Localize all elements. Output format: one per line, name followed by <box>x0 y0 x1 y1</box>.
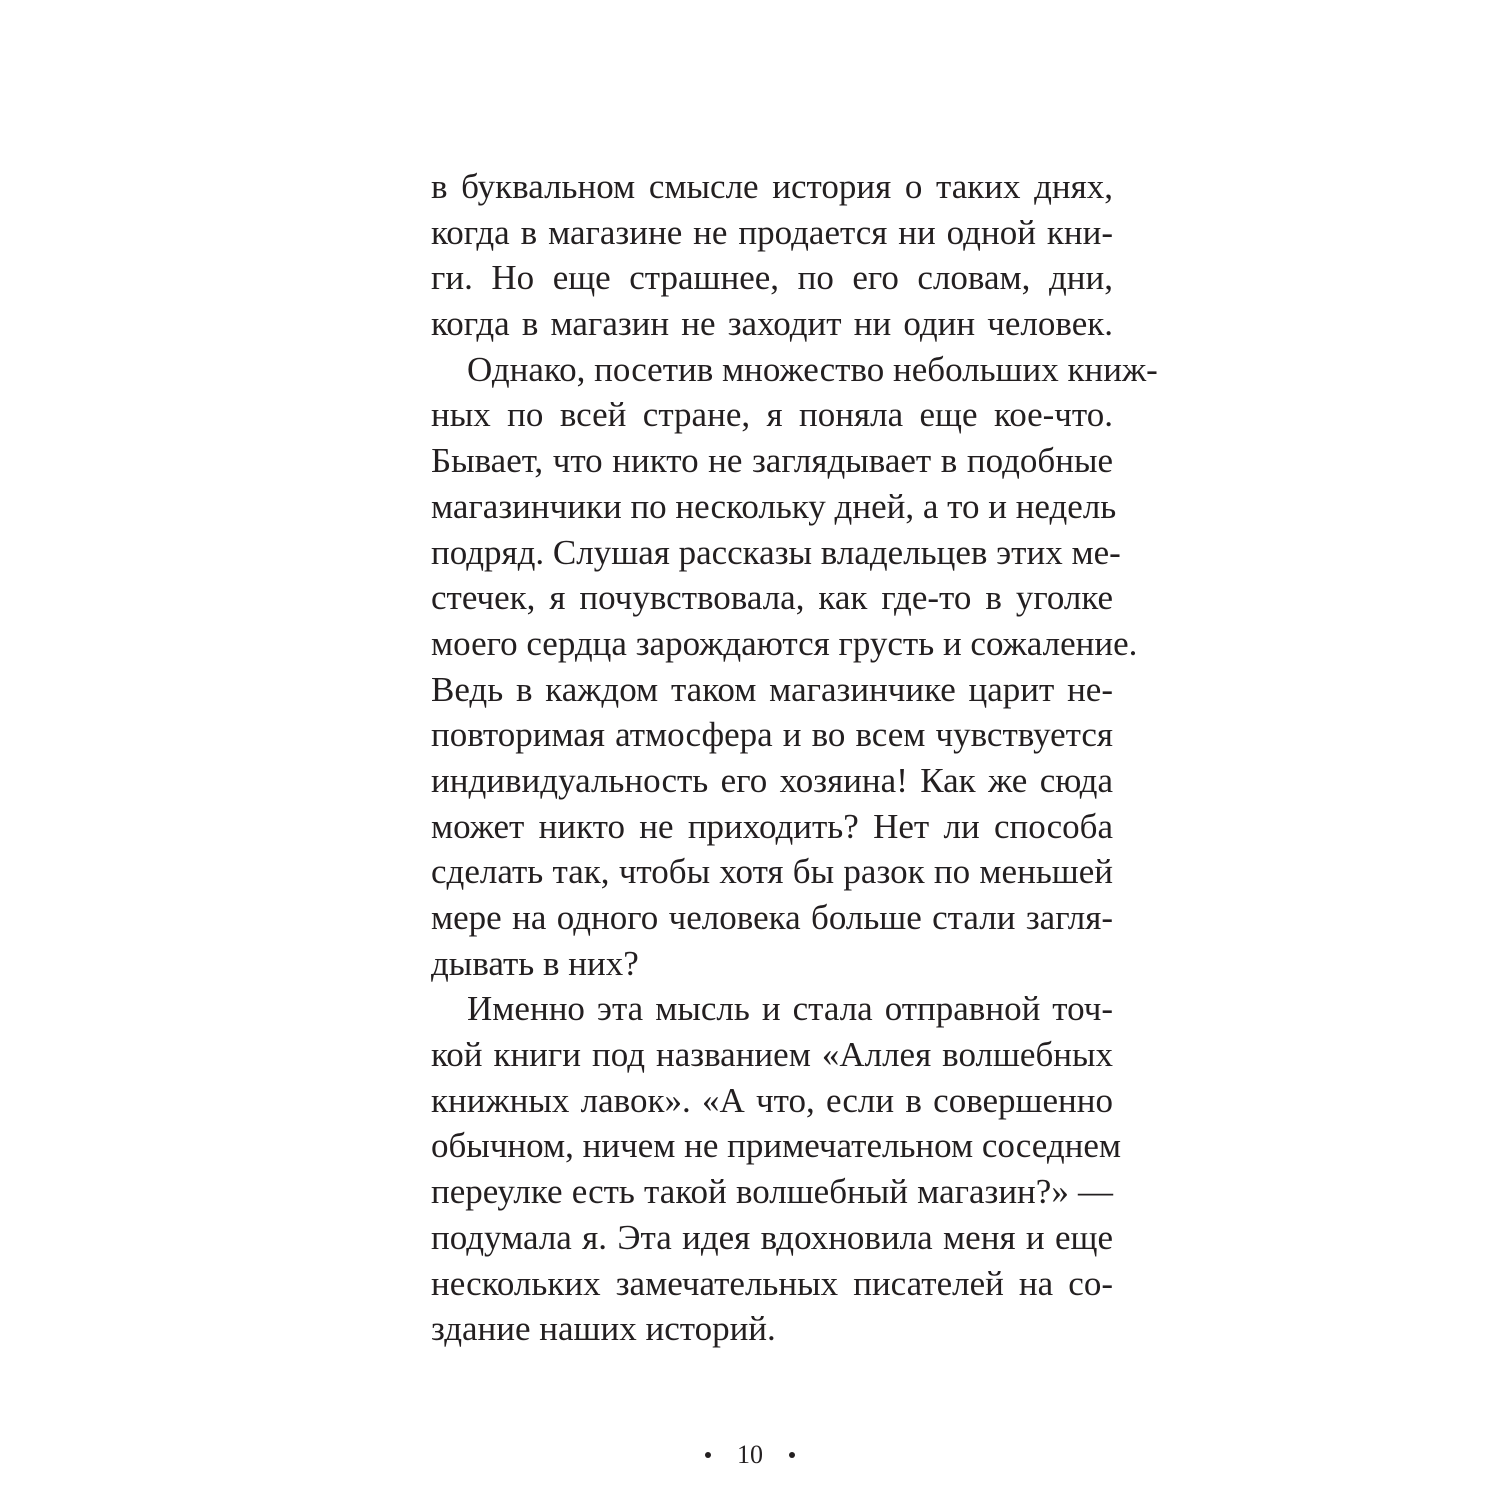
bullet-icon <box>705 1452 711 1458</box>
text-line: Ведь в каждом таком магазинчике царит не- <box>431 669 1113 709</box>
text-line: дывать в них? <box>431 943 639 983</box>
text-line: книжных лавок». «А что, если в совершенно <box>431 1080 1113 1120</box>
text-line: переулке есть такой волшебный магазин?» — <box>431 1172 1113 1212</box>
text-line: Однако, посетив множество небольших книж- <box>467 349 1158 389</box>
text-line: мере на одного человека больше стали загля- <box>431 898 1113 937</box>
text-line: здание наших историй. <box>431 1309 776 1349</box>
text-line: магазинчики по нескольку дней, а то и недель <box>431 486 1117 526</box>
text-line: когда в магазине не продается ни одной кни- <box>431 212 1113 252</box>
text-line: может никто не приходить? Нет ли способа <box>431 806 1113 846</box>
text-line: обычном, ничем не примечательном соседнем <box>431 1126 1122 1166</box>
page-footer <box>0 1440 1500 1470</box>
bullet-icon <box>789 1452 795 1458</box>
text-line: индивидуальность его хозяина! Как же сюда <box>431 760 1113 800</box>
body-text <box>431 164 1158 1352</box>
text-line: в буквальном смысле история о таких днях, <box>431 167 1113 206</box>
text-line: подумала я. Эта идея вдохновила меня и еще <box>431 1217 1113 1257</box>
text-line: повторимая атмосфера и во всем чувствуется <box>431 715 1113 755</box>
text-line: Бывает, что никто не заглядывает в подобные <box>431 441 1113 481</box>
text-line: ных по всей стране, я поняла еще кое-что. <box>431 395 1113 435</box>
text-line: ги. Но еще страшнее, по его словам, дни, <box>431 258 1113 298</box>
text-line: стечек, я почувствовала, как где-то в уголке <box>431 578 1113 618</box>
text-line: подряд. Слушая рассказы владельцев этих ме- <box>431 532 1121 572</box>
text-line: кой книги под названием «Аллея волшебных <box>431 1035 1113 1075</box>
text-line: когда в магазин не заходит ни один человек. <box>431 304 1113 344</box>
page-number: 10 <box>737 1440 763 1469</box>
text-line: сделать так, чтобы хотя бы разок по меньшей <box>431 852 1113 892</box>
text-line: моего сердца зарождаются грусть и сожаление. <box>431 623 1138 663</box>
text-line: Именно эта мысль и стала отправной точ- <box>467 989 1113 1029</box>
text-line: нескольких замечательных писателей на со- <box>431 1263 1113 1303</box>
